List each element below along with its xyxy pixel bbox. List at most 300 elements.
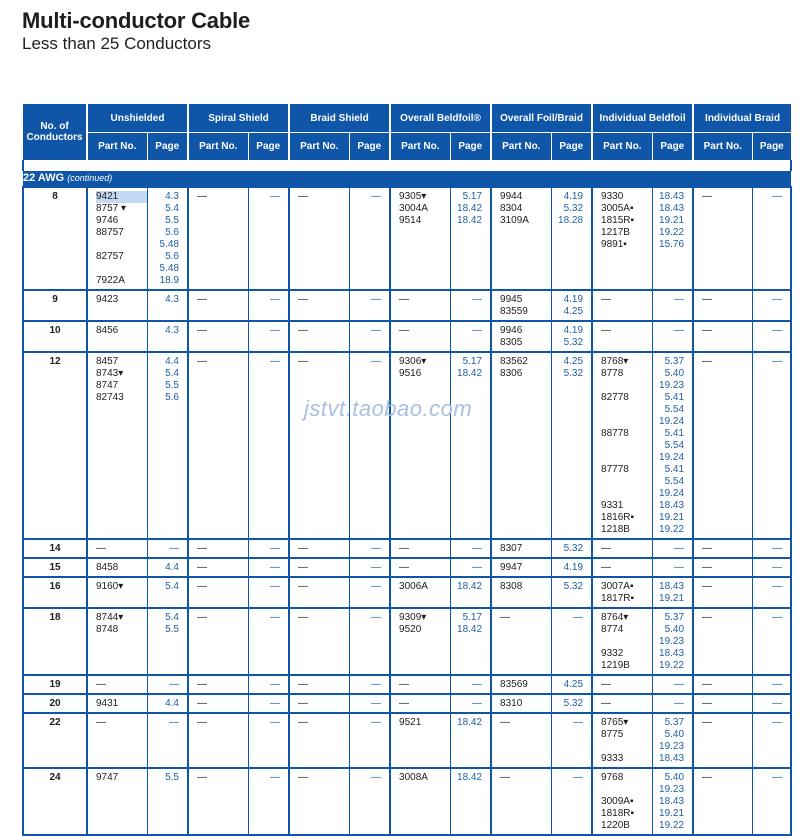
- part-number: [601, 488, 652, 500]
- page-cell: [652, 608, 693, 675]
- part-number: 3008A: [399, 771, 428, 783]
- part-number: 9746: [96, 214, 119, 226]
- part-number: 9306▾: [399, 355, 427, 367]
- group-header-braid-shield: Braid Shield: [289, 104, 390, 133]
- part-number-cell: [491, 713, 551, 768]
- page-cell: [551, 577, 592, 608]
- part-number: 8765▾: [601, 716, 629, 728]
- part-number: 8744▾: [96, 611, 124, 623]
- part-number: —: [197, 716, 207, 728]
- group-header-individual-braid: Individual Braid: [693, 104, 791, 133]
- page-number: 5.5: [165, 623, 179, 635]
- page-number: 5.54: [664, 439, 685, 451]
- part-number-cell: [188, 352, 248, 539]
- page-number: —: [270, 697, 281, 709]
- part-number: —: [298, 678, 309, 690]
- page-cell: [147, 539, 188, 558]
- part-number: —: [197, 561, 207, 573]
- table-row: [23, 558, 791, 577]
- part-number-cell: [390, 608, 450, 675]
- part-number: —: [197, 542, 207, 554]
- page-number: 5.40: [664, 771, 685, 783]
- part-number: 1816R▪: [601, 511, 635, 523]
- part-number: 87778: [601, 463, 629, 475]
- part-number: 8774: [601, 623, 624, 635]
- page-number: 4.3: [165, 190, 179, 202]
- page-cell: [450, 352, 491, 539]
- page-number: 19.21: [659, 511, 685, 523]
- page-number: 5.5: [165, 214, 179, 226]
- part-no-header: Part No.: [188, 133, 248, 161]
- page-cell: [349, 290, 390, 321]
- part-number: —: [601, 561, 612, 573]
- page-number: 5.32: [563, 697, 584, 709]
- page-number: 19.22: [659, 819, 685, 831]
- part-number-cell: [592, 187, 652, 290]
- part-no-header: Part No.: [592, 133, 652, 161]
- part-number-cell: [87, 694, 147, 713]
- part-number-cell: [693, 768, 752, 835]
- page-number: 5.41: [664, 391, 685, 403]
- page-cell: [652, 675, 693, 694]
- page-number: 5.4: [165, 580, 179, 592]
- part-number-cell: [87, 577, 147, 608]
- part-number-cell: [390, 290, 450, 321]
- page-cell: [147, 187, 188, 290]
- part-number: —: [702, 611, 713, 623]
- page-cell: [248, 321, 289, 352]
- conductor-count: 12: [23, 352, 87, 539]
- page-header: Page: [551, 133, 592, 161]
- awg-section-label: [23, 171, 791, 187]
- conductor-count: 8: [23, 187, 87, 290]
- part-number-cell: [390, 713, 450, 768]
- page-number: —: [674, 324, 685, 336]
- page-cell: [652, 713, 693, 768]
- part-number: 9423: [96, 293, 119, 305]
- page-number: —: [772, 771, 783, 783]
- page-number: —: [270, 293, 281, 305]
- part-no-header: Part No.: [87, 133, 147, 161]
- part-number-cell: [592, 713, 652, 768]
- part-number-cell: [491, 187, 551, 290]
- page-cell: [450, 321, 491, 352]
- part-number: —: [197, 611, 207, 623]
- part-number: —: [197, 355, 207, 367]
- page-number: 5.17: [462, 190, 483, 202]
- part-number-cell: [390, 675, 450, 694]
- group-header-overall-foil-braid: Overall Foil/Braid: [491, 104, 592, 133]
- conductor-count: 19: [23, 675, 87, 694]
- part-number: —: [298, 561, 309, 573]
- page-number: 5.37: [664, 355, 685, 367]
- page-number: —: [472, 561, 483, 573]
- part-number-cell: [390, 768, 450, 835]
- page-number: 4.3: [165, 324, 179, 336]
- page-title: Multi-conductor Cable: [22, 8, 251, 33]
- part-no-header: Part No.: [693, 133, 752, 161]
- page-number: 5.54: [664, 403, 685, 415]
- part-number-cell: [693, 558, 752, 577]
- page-number: —: [270, 716, 281, 728]
- page-number: 5.37: [664, 716, 685, 728]
- part-number: 9421: [96, 191, 147, 203]
- part-number-cell: [592, 675, 652, 694]
- part-number: 8458: [96, 561, 119, 573]
- page-number: —: [472, 697, 483, 709]
- page-number: —: [674, 561, 685, 573]
- page-number: —: [573, 716, 584, 728]
- part-number: 3006A: [399, 580, 428, 592]
- part-number: —: [197, 324, 207, 336]
- page-number: —: [674, 542, 685, 554]
- page-cell: [450, 577, 491, 608]
- page-header: Page: [248, 133, 289, 161]
- part-number: 8308: [500, 580, 523, 592]
- page-cell: [349, 675, 390, 694]
- part-number: —: [399, 561, 410, 573]
- page-number: —: [674, 293, 685, 305]
- part-number-cell: [188, 539, 248, 558]
- page-header: Page: [450, 133, 491, 161]
- part-number: 9521: [399, 716, 422, 728]
- part-number-cell: [592, 539, 652, 558]
- page-cell: [450, 675, 491, 694]
- page-cell: [752, 321, 791, 352]
- page-cell: [551, 558, 592, 577]
- part-number-cell: [188, 187, 248, 290]
- part-number-cell: [491, 577, 551, 608]
- page-number: —: [169, 678, 179, 690]
- part-number-cell: [390, 558, 450, 577]
- page-number: 5.32: [563, 367, 584, 379]
- part-number: [601, 416, 652, 428]
- part-number: —: [96, 678, 106, 690]
- page-cell: [349, 187, 390, 290]
- page-number: 4.19: [563, 561, 584, 573]
- group-header-overall-beldfoil: Overall Beldfoil®: [390, 104, 491, 133]
- page-number: —: [371, 771, 382, 783]
- page-cell: [652, 187, 693, 290]
- page-header: Page: [147, 133, 188, 161]
- part-number: —: [298, 697, 309, 709]
- page-cell: [147, 290, 188, 321]
- page-number: 18.42: [457, 623, 483, 635]
- page-number: 5.6: [165, 391, 179, 403]
- part-number: —: [500, 611, 511, 623]
- page-cell: [551, 694, 592, 713]
- conductor-count: 9: [23, 290, 87, 321]
- part-number: 83559: [500, 305, 528, 317]
- page-cell: [551, 539, 592, 558]
- part-number: —: [702, 697, 713, 709]
- page-cell: [248, 187, 289, 290]
- awg-section-row: [23, 171, 791, 187]
- page-number: —: [772, 190, 783, 202]
- page-cell: [450, 713, 491, 768]
- page-cell: [349, 352, 390, 539]
- table-row: [23, 321, 791, 352]
- page-cell: [652, 539, 693, 558]
- part-number-cell: [188, 290, 248, 321]
- page-number: 5.6: [165, 226, 179, 238]
- page-number: 5.32: [563, 542, 584, 554]
- part-number-cell: [289, 187, 349, 290]
- page-cell: [450, 694, 491, 713]
- part-number: —: [702, 542, 713, 554]
- page-number: 5.32: [563, 202, 584, 214]
- part-number-cell: [289, 577, 349, 608]
- page-cell: [652, 694, 693, 713]
- part-number: [601, 380, 652, 392]
- page-number: 5.5: [165, 771, 179, 783]
- table-body: [23, 160, 791, 835]
- page-number: 18.43: [659, 647, 685, 659]
- page-number: —: [472, 542, 483, 554]
- page-number: 18.9: [159, 274, 179, 286]
- page-number: —: [772, 716, 783, 728]
- part-number-cell: [87, 321, 147, 352]
- part-number-cell: [693, 352, 752, 539]
- page-number: 4.4: [165, 355, 179, 367]
- page-number: 18.43: [659, 202, 685, 214]
- page-number: 19.23: [659, 740, 685, 752]
- conductor-count: 14: [23, 539, 87, 558]
- part-number: —: [702, 324, 713, 336]
- cable-table: [22, 104, 792, 836]
- page-cell: [652, 577, 693, 608]
- part-number: 3005A▪: [601, 202, 634, 214]
- page-number: —: [270, 611, 281, 623]
- part-number: [96, 263, 147, 275]
- page-number: 18.43: [659, 752, 685, 764]
- part-number: 9944: [500, 190, 523, 202]
- page-cell: [752, 539, 791, 558]
- page-number: —: [270, 771, 281, 783]
- page-number: 19.22: [659, 226, 685, 238]
- part-number: —: [702, 355, 713, 367]
- page-number: 4.25: [563, 678, 584, 690]
- part-number-cell: [188, 675, 248, 694]
- page-cell: [652, 558, 693, 577]
- page-cell: [752, 577, 791, 608]
- part-no-header: Part No.: [491, 133, 551, 161]
- part-number-cell: [592, 321, 652, 352]
- part-number-cell: [491, 768, 551, 835]
- header-sub-row: [23, 133, 791, 161]
- part-number: 8306: [500, 367, 523, 379]
- part-number: —: [298, 324, 309, 336]
- page-cell: [752, 713, 791, 768]
- part-number-cell: [289, 768, 349, 835]
- part-number: 8456: [96, 324, 119, 336]
- page-number: —: [270, 542, 281, 554]
- page-cell: [248, 694, 289, 713]
- page-number: —: [371, 580, 382, 592]
- page-number: —: [371, 293, 382, 305]
- part-number: 9747: [96, 771, 119, 783]
- part-number-cell: [188, 768, 248, 835]
- part-number: 88757: [96, 226, 124, 238]
- page-number: 19.21: [659, 214, 685, 226]
- part-no-header: Part No.: [390, 133, 450, 161]
- part-number: 8757 ▾: [96, 202, 127, 214]
- part-number-cell: [87, 713, 147, 768]
- part-number-cell: [289, 352, 349, 539]
- part-number: —: [197, 678, 207, 690]
- conductor-count: 22: [23, 713, 87, 768]
- part-number: —: [96, 542, 106, 554]
- part-number: 9331: [601, 499, 624, 511]
- part-number-cell: [592, 558, 652, 577]
- page-cell: [450, 608, 491, 675]
- page-number: —: [371, 355, 382, 367]
- part-number: 9309▾: [399, 611, 427, 623]
- page-number: —: [772, 293, 783, 305]
- part-number-cell: [87, 608, 147, 675]
- page-cell: [450, 768, 491, 835]
- page-number: —: [371, 716, 382, 728]
- part-number-cell: [188, 713, 248, 768]
- page-cell: [551, 290, 592, 321]
- page-cell: [752, 290, 791, 321]
- part-number-cell: [87, 187, 147, 290]
- page-cell: [450, 187, 491, 290]
- page-number: 5.37: [664, 611, 685, 623]
- page-cell: [349, 694, 390, 713]
- part-number: —: [197, 697, 207, 709]
- part-number-cell: [592, 352, 652, 539]
- part-number: 9333: [601, 752, 624, 764]
- part-number: —: [197, 771, 207, 783]
- page-cell: [147, 558, 188, 577]
- page-cell: [147, 768, 188, 835]
- page-cell: [147, 608, 188, 675]
- page-number: 5.32: [563, 336, 584, 348]
- part-number: —: [399, 324, 410, 336]
- part-number-cell: [491, 608, 551, 675]
- table-row: [23, 539, 791, 558]
- page-cell: [248, 577, 289, 608]
- part-number: 1218B: [601, 523, 630, 535]
- part-number-cell: [693, 675, 752, 694]
- part-number-cell: [693, 713, 752, 768]
- page-number: —: [772, 542, 783, 554]
- page-number: 15.76: [659, 238, 685, 250]
- page-cell: [652, 768, 693, 835]
- part-number: 9160▾: [96, 580, 124, 592]
- page-cell: [752, 768, 791, 835]
- page-cell: [248, 539, 289, 558]
- part-number-cell: [289, 290, 349, 321]
- page-number: 5.17: [462, 355, 483, 367]
- part-number: —: [702, 678, 713, 690]
- conductor-count: 24: [23, 768, 87, 835]
- page-number: 4.4: [165, 561, 179, 573]
- page-number: 19.23: [659, 635, 685, 647]
- page-cell: [248, 558, 289, 577]
- page-number: 18.42: [457, 202, 483, 214]
- page-cell: [349, 321, 390, 352]
- page-number: —: [472, 293, 483, 305]
- part-number: 3009A▪: [601, 795, 634, 807]
- page-number: 4.19: [563, 190, 584, 202]
- part-number-cell: [390, 539, 450, 558]
- page-cell: [752, 608, 791, 675]
- page-number: —: [573, 611, 584, 623]
- part-number: 9520: [399, 623, 422, 635]
- page-cell: [551, 713, 592, 768]
- part-number-cell: [693, 290, 752, 321]
- page-number: —: [674, 678, 685, 690]
- page-cell: [450, 290, 491, 321]
- part-number: [601, 784, 652, 796]
- part-number-cell: [87, 539, 147, 558]
- page-number: 19.22: [659, 659, 685, 671]
- part-number-cell: [390, 352, 450, 539]
- page-number: 18.42: [457, 367, 483, 379]
- page-number: —: [772, 678, 783, 690]
- page-number: 19.21: [659, 592, 685, 604]
- page-cell: [147, 577, 188, 608]
- part-number: 9330: [601, 190, 624, 202]
- page-number: —: [772, 580, 783, 592]
- part-number-cell: [693, 694, 752, 713]
- page-cell: [349, 608, 390, 675]
- part-number: —: [399, 542, 410, 554]
- page-number: —: [674, 697, 685, 709]
- part-number-cell: [491, 694, 551, 713]
- part-number: —: [399, 293, 410, 305]
- part-number: 9305▾: [399, 190, 427, 202]
- table-row: [23, 187, 791, 290]
- page-number: —: [169, 542, 179, 554]
- part-number: —: [399, 697, 410, 709]
- page-number: 5.4: [165, 611, 179, 623]
- page-number: 5.4: [165, 367, 179, 379]
- part-number-cell: [188, 558, 248, 577]
- page-cell: [652, 352, 693, 539]
- page-cell: [349, 768, 390, 835]
- part-number-cell: [693, 539, 752, 558]
- part-number: —: [702, 771, 713, 783]
- part-number: 8768▾: [601, 355, 629, 367]
- page-cell: [551, 768, 592, 835]
- part-number: —: [702, 716, 713, 728]
- part-number: [96, 239, 147, 251]
- part-number: 82778: [601, 391, 629, 403]
- part-number-cell: [289, 608, 349, 675]
- part-number-cell: [693, 608, 752, 675]
- page-cell: [349, 577, 390, 608]
- part-number-cell: [289, 321, 349, 352]
- page-cell: [248, 675, 289, 694]
- page-cell: [551, 608, 592, 675]
- page-cell: [450, 539, 491, 558]
- page-number: 18.28: [558, 214, 584, 226]
- page-number: 4.25: [563, 355, 584, 367]
- table-row: [23, 577, 791, 608]
- page-cell: [349, 539, 390, 558]
- watermark: jstvt.taobao.com: [304, 396, 473, 421]
- page-number: 18.43: [659, 499, 685, 511]
- page-header: Page: [349, 133, 390, 161]
- page-number: —: [772, 324, 783, 336]
- part-number: 1220B: [601, 819, 630, 831]
- page-number: —: [169, 716, 179, 728]
- part-number-cell: [390, 577, 450, 608]
- part-number: —: [298, 611, 309, 623]
